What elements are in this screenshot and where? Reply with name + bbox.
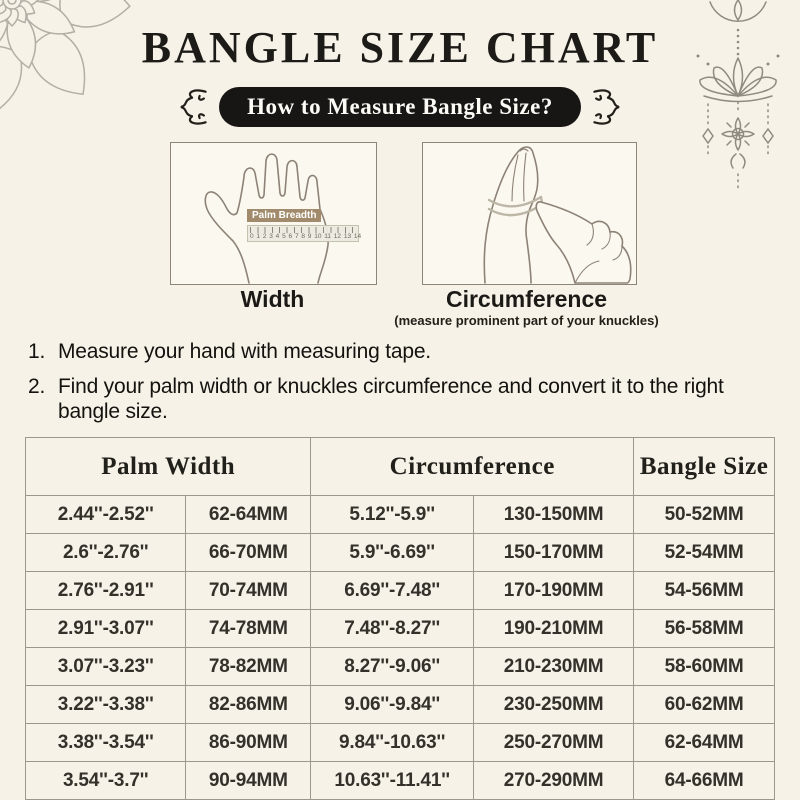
- page-title: BANGLE SIZE CHART: [141, 23, 659, 72]
- cell: 8.27''-9.06'': [311, 648, 474, 686]
- ruler: [247, 225, 362, 242]
- table-row: [26, 724, 775, 762]
- how-to-measure-badge-row: [0, 84, 800, 130]
- cell: 64-66MM: [634, 762, 775, 800]
- cell: 66-70MM: [186, 534, 311, 572]
- table-row: [26, 648, 775, 686]
- circumference-header: Circumference: [311, 438, 634, 496]
- cell: 50-52MM: [634, 496, 775, 534]
- cell: 3.54''-3.7'': [26, 762, 186, 800]
- flourish-left-icon: [175, 84, 209, 130]
- cell: 230-250MM: [473, 686, 633, 724]
- cell: 10.63''-11.41'': [311, 762, 474, 800]
- cell: 2.44''-2.52'': [26, 496, 186, 534]
- instruction-number: 1.: [28, 340, 46, 363]
- cell: 86-90MM: [186, 724, 311, 762]
- cell: 7.48''-8.27'': [311, 610, 474, 648]
- cell: 270-290MM: [473, 762, 633, 800]
- instruction-item: [28, 339, 772, 365]
- bangle-size-table: [25, 437, 775, 800]
- cell: 190-210MM: [473, 610, 633, 648]
- cell: 78-82MM: [186, 648, 311, 686]
- instruction-text: Find your palm width or knuckles circumference and convert it to the right bangle size.: [58, 374, 724, 424]
- cell: 3.38''-3.54'': [26, 724, 186, 762]
- bangle-size-header: Bangle Size: [634, 438, 775, 496]
- cell: 210-230MM: [473, 648, 633, 686]
- cell: 90-94MM: [186, 762, 311, 800]
- cell: 2.6''-2.76'': [26, 534, 186, 572]
- instruction-number: 2.: [28, 374, 46, 398]
- width-caption: Width: [240, 286, 305, 312]
- instruction-text: Measure your hand with measuring tape.: [58, 340, 431, 363]
- cell: 56-58MM: [634, 610, 775, 648]
- cell: 58-60MM: [634, 648, 775, 686]
- cell: 54-56MM: [634, 572, 775, 610]
- cell: 170-190MM: [473, 572, 633, 610]
- instruction-item: [28, 374, 772, 425]
- cell: 5.9''-6.69'': [311, 534, 474, 572]
- cell: 60-62MM: [634, 686, 775, 724]
- table-row: [26, 610, 775, 648]
- cell: 3.07''-3.23'': [26, 648, 186, 686]
- hand-width-illustration: [170, 142, 377, 285]
- instructions-list: [28, 339, 772, 434]
- cell: 3.22''-3.38'': [26, 686, 186, 724]
- palm-breadth-label: Palm Breadth: [247, 209, 321, 222]
- cell: 62-64MM: [634, 724, 775, 762]
- table-row: [26, 686, 775, 724]
- circumference-caption: [394, 286, 659, 328]
- table-row: [26, 762, 775, 800]
- cell: 70-74MM: [186, 572, 311, 610]
- circumference-subcaption: (measure prominent part of your knuckles): [394, 313, 659, 328]
- cell: 2.91''-3.07'': [26, 610, 186, 648]
- table-row: [26, 534, 775, 572]
- how-to-measure-badge: How to Measure Bangle Size?: [219, 87, 581, 127]
- table-header-row: [26, 438, 775, 496]
- palm-width-header: Palm Width: [26, 438, 311, 496]
- cell: 150-170MM: [473, 534, 633, 572]
- cell: 62-64MM: [186, 496, 311, 534]
- measurement-diagrams: [170, 142, 637, 285]
- cell: 9.06''-9.84'': [311, 686, 474, 724]
- cell: 250-270MM: [473, 724, 633, 762]
- table-row: [26, 572, 775, 610]
- cell: 130-150MM: [473, 496, 633, 534]
- table-row: [26, 496, 775, 534]
- circumference-caption-text: Circumference: [445, 286, 608, 312]
- cell: 6.69''-7.48'': [311, 572, 474, 610]
- knuckle-circumference-illustration: [422, 142, 637, 285]
- ruler-numbers: 0 1 2 3 4 5 6 7 8 9 10 11 12 13 14: [250, 233, 362, 240]
- cell: 52-54MM: [634, 534, 775, 572]
- cell: 9.84''-10.63'': [311, 724, 474, 762]
- cell: 82-86MM: [186, 686, 311, 724]
- flourish-right-icon: [591, 84, 625, 130]
- cell: 74-78MM: [186, 610, 311, 648]
- cell: 5.12''-5.9'': [311, 496, 474, 534]
- cell: 2.76''-2.91'': [26, 572, 186, 610]
